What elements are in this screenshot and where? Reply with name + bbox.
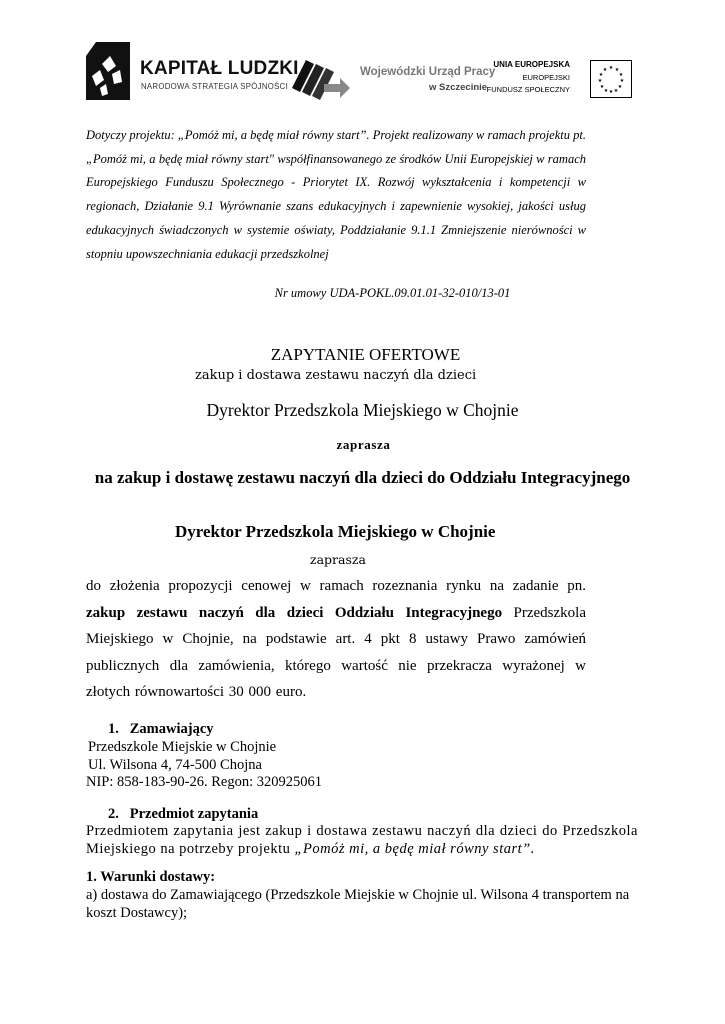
document-subtitle: zakup i dostawa zestawu naczyń dla dzieci [195, 368, 477, 383]
section-2-heading [108, 806, 258, 824]
kapital-ludzki-title: KAPITAŁ LUDZKI [140, 58, 299, 79]
section-3-heading-text: 1. Warunki dostawy: [86, 869, 216, 885]
svg-text:★: ★ [608, 89, 614, 95]
section-1-heading [108, 721, 214, 739]
kapital-ludzki-subtitle: NARODOWA STRATEGIA SPÓJNOŚCI [141, 82, 289, 91]
svg-text:★: ★ [617, 84, 623, 90]
svg-text:★: ★ [603, 88, 609, 94]
section-1-line-3: NIP: 858-183-90-26. Regon: 320925061 [86, 774, 323, 790]
svg-text:★: ★ [619, 78, 625, 84]
headline: na zakup i dostawę zestawu naczyń dla dzieci do Oddziału Integracyjnego [94, 468, 631, 487]
intro-part-1: do złożenia propozycji cenowej w ramach rozeznania rynku na zadanie pn. [86, 578, 586, 594]
svg-text:★: ★ [599, 84, 605, 90]
invites-1: zaprasza [336, 437, 391, 452]
project-description: Dotyczy projektu: „Pomóż mi, a będę miał równy start”. Projekt realizowany w ramach projektu pt. „Pomóż mi, a będę miał równy start" współfinansowanego ze środków Unii Europejskiej w ramach Europejskiego Funduszu Społecznego - Priorytet IX. Rozwój wykształcenia i kompetencji w regionach, Działanie 9.1 Wyrównanie szans edukacyjnych i zapewnienie wysokiej, jakości usług edukacyjnych świadczonych w systemie oświaty, Poddziałanie 9.1.1 Zmniejszenie nierówności w stopniu upowszechniania edukacji przedszkolnej [86, 128, 586, 261]
section-2-heading-text: 2. Przedmiot zapytania [108, 806, 259, 822]
svg-text:★: ★ [613, 88, 619, 94]
section-2-project-name: „Pomóż mi, a będę miał równy start”. [294, 840, 535, 857]
document-title: ZAPYTANIE OFERTOWE [270, 345, 461, 364]
section-1-heading-text: 1. Zamawiający [108, 721, 214, 737]
svg-text:★: ★ [602, 67, 608, 73]
section-3-heading [86, 869, 215, 887]
eu-subtitle-1: EUROPEJSKI [522, 73, 570, 82]
svg-text:★: ★ [614, 67, 620, 73]
intro-paragraph [86, 573, 586, 706]
section-2-body [86, 823, 638, 858]
kapital-ludzki-emblem-icon [86, 42, 130, 100]
director-heading-2: Dyrektor Przedszkola Miejskiego w Chojnie [175, 522, 496, 541]
section-3-line-1: a) dostawa do Zamawiającego (Przedszkole Miejskie w Chojnie ul. Wilsona 4 transportem na koszt Dostawcy); [86, 887, 630, 921]
svg-text:★: ★ [618, 72, 624, 78]
svg-text:★: ★ [598, 72, 604, 78]
eu-logo [486, 60, 634, 100]
svg-text:★: ★ [597, 78, 603, 84]
intro-bold: zakup zestawu naczyń dla dzieci Oddziału Integracyjnego [86, 604, 503, 621]
eu-subtitle-2: FUNDUSZ SPOŁECZNY [486, 85, 570, 94]
invites-2: zaprasza [310, 552, 366, 567]
eu-title: UNIA EUROPEJSKA [493, 60, 570, 69]
section-1-line-2: Ul. Wilsona 4, 74-500 Chojna [88, 757, 262, 773]
wup-logo [288, 58, 496, 102]
contract-number: Nr umowy UDA-POKL.09.01.01-32-010/13-01 [274, 286, 511, 300]
wup-emblem-icon [288, 58, 352, 102]
wup-city: w Szczecinie [429, 82, 488, 93]
eu-flag-icon [590, 60, 632, 98]
intro-part-2: Przedszkola Miejskiego w Chojnie, na podstawie art. 4 pkt 8 ustawy Prawo zamówień publicznych dla zamówienia, którego wartość nie przekracza wyrażonej w złotych równowartości 30 000 euro. [86, 604, 587, 700]
svg-text:★: ★ [608, 65, 614, 71]
kapital-ludzki-logo [86, 42, 299, 100]
wup-name: Wojewódzki Urząd Pracy [360, 66, 496, 78]
section-2-text: Przedmiotem zapytania jest zakup i dostawa zestawu naczyń dla dzieci do Przedszkola Miejskiego na potrzeby projektu [86, 823, 638, 857]
director-heading-1: Dyrektor Przedszkola Miejskiego w Chojnie [206, 400, 519, 420]
section-1-line-1: Przedszkole Miejskie w Chojnie [88, 739, 277, 755]
